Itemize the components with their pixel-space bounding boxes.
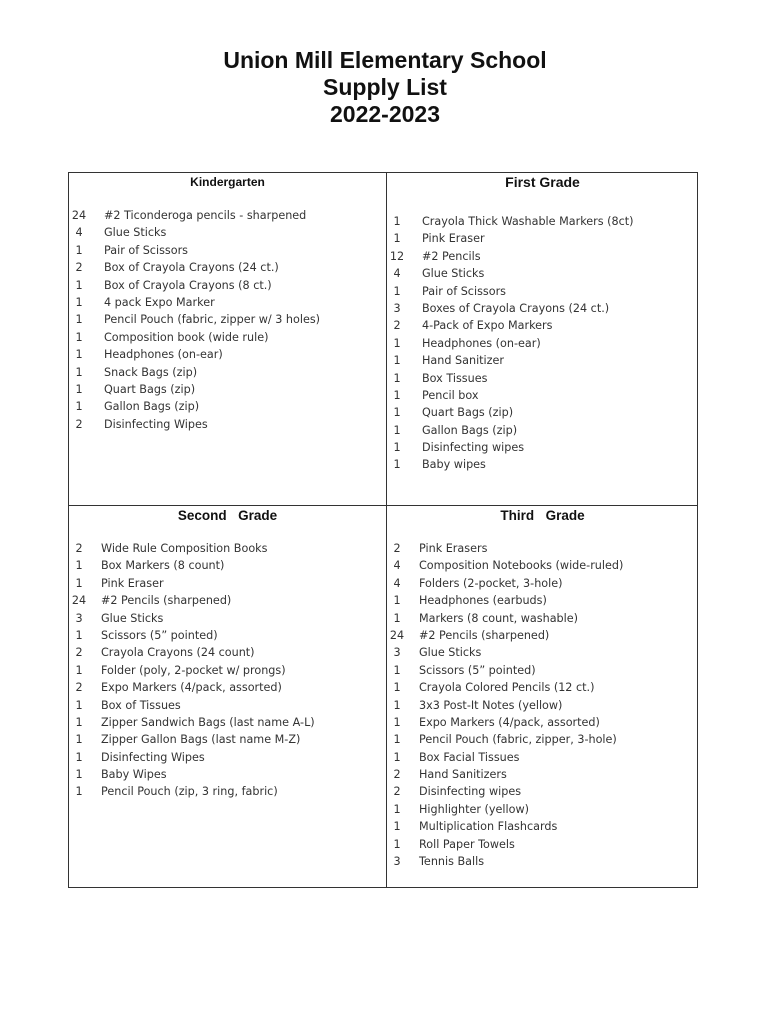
- item-description: Pencil Pouch (fabric, zipper, 3-hole): [419, 733, 617, 747]
- item-description: Pair of Scissors: [104, 243, 188, 257]
- list-item: [69, 749, 386, 766]
- third-grade-heading: Third Grade: [500, 508, 585, 523]
- item-quantity: 1: [75, 698, 83, 712]
- item-quantity: 1: [75, 785, 83, 799]
- item-description: Disinfecting Wipes: [104, 417, 208, 431]
- item-quantity: 1: [393, 750, 401, 764]
- item-quantity: 1: [393, 681, 401, 695]
- list-item: [387, 662, 698, 679]
- list-item: [69, 627, 386, 644]
- list-item: [69, 416, 386, 433]
- item-quantity: 2: [393, 319, 401, 333]
- item-quantity: 1: [75, 295, 83, 309]
- item-quantity: 2: [393, 785, 401, 799]
- item-description: Pair of Scissors: [422, 284, 506, 298]
- item-description: Baby Wipes: [101, 768, 167, 782]
- item-quantity: 2: [75, 542, 83, 555]
- item-quantity: 2: [393, 768, 401, 782]
- item-description: Disinfecting wipes: [419, 785, 522, 799]
- item-quantity: 1: [75, 278, 83, 292]
- school-year: 2022-2023: [330, 101, 440, 127]
- item-description: #2 Ticonderoga pencils - sharpened: [104, 209, 307, 222]
- item-description: Glue Sticks: [101, 611, 164, 625]
- item-quantity: 1: [75, 365, 83, 379]
- item-description: Roll Paper Towels: [419, 837, 515, 851]
- item-quantity: 1: [393, 284, 401, 298]
- item-quantity: 1: [393, 406, 401, 420]
- item-description: Quart Bags (zip): [422, 406, 514, 420]
- list-item: [69, 381, 386, 398]
- list-item: [387, 853, 698, 870]
- list-item: [387, 404, 698, 421]
- list-item: [69, 259, 386, 276]
- list-item: [387, 557, 698, 574]
- list-item: [387, 679, 698, 696]
- list-item: [387, 230, 698, 247]
- list-item: [387, 317, 698, 334]
- item-quantity: 1: [75, 348, 83, 362]
- item-description: Zipper Gallon Bags (last name M-Z): [101, 733, 301, 747]
- item-description: Composition Notebooks (wide-ruled): [419, 559, 624, 573]
- item-description: Box Facial Tissues: [419, 750, 520, 764]
- third-grade-section: [387, 506, 698, 888]
- item-quantity: 1: [393, 733, 401, 747]
- page-title: [0, 47, 770, 128]
- list-item: [69, 592, 386, 609]
- list-item: [69, 557, 386, 574]
- list-item: [69, 224, 386, 241]
- item-quantity: 1: [75, 750, 83, 764]
- item-quantity: 1: [393, 371, 401, 385]
- list-item: [69, 610, 386, 627]
- item-description: Glue Sticks: [419, 646, 482, 660]
- item-quantity: 1: [393, 837, 401, 851]
- list-item: [387, 300, 698, 317]
- item-quantity: 1: [393, 354, 401, 368]
- item-description: Box of Tissues: [101, 698, 181, 712]
- item-quantity: 3: [75, 611, 83, 625]
- item-description: 4-Pack of Expo Markers: [422, 319, 553, 333]
- list-item: [69, 207, 386, 224]
- item-description: Gallon Bags (zip): [104, 400, 200, 414]
- second-grade-list: [69, 540, 386, 801]
- item-quantity: 1: [75, 559, 83, 573]
- item-description: Snack Bags (zip): [104, 365, 198, 379]
- list-item: [387, 644, 698, 661]
- item-quantity: 1: [75, 715, 83, 729]
- list-item: [69, 329, 386, 346]
- list-item: [387, 248, 698, 265]
- first-grade-section: [387, 173, 698, 505]
- item-quantity: 1: [393, 441, 401, 455]
- item-quantity: 1: [393, 388, 401, 402]
- second-grade-section: [69, 506, 386, 888]
- item-description: Scissors (5” pointed): [101, 628, 218, 642]
- item-description: Zipper Sandwich Bags (last name A-L): [101, 715, 315, 729]
- list-item: [69, 766, 386, 783]
- list-item: [69, 783, 386, 800]
- list-item: [387, 265, 698, 282]
- item-quantity: 24: [71, 594, 87, 608]
- item-description: Baby wipes: [422, 458, 486, 472]
- item-quantity: 1: [75, 400, 83, 414]
- item-quantity: 1: [75, 313, 83, 327]
- item-description: #2 Pencils: [422, 249, 481, 263]
- item-quantity: 1: [393, 611, 401, 625]
- item-description: Pencil box: [422, 388, 479, 402]
- item-description: Pencil Pouch (zip, 3 ring, fabric): [101, 785, 278, 799]
- item-quantity: 4: [393, 559, 401, 573]
- item-description: Tennis Balls: [419, 855, 485, 869]
- item-description: Box of Crayola Crayons (8 ct.): [104, 278, 272, 292]
- item-quantity: 1: [393, 820, 401, 834]
- item-description: Expo Markers (4/pack, assorted): [101, 681, 282, 695]
- item-quantity: 1: [75, 576, 83, 590]
- list-item: [387, 575, 698, 592]
- list-item: [387, 213, 698, 230]
- item-description: Glue Sticks: [104, 226, 167, 240]
- item-description: Highlighter (yellow): [419, 802, 529, 816]
- item-quantity: 1: [75, 628, 83, 642]
- item-quantity: 1: [393, 715, 401, 729]
- item-quantity: 1: [393, 215, 401, 228]
- item-description: Multiplication Flashcards: [419, 820, 558, 834]
- list-item: [387, 610, 698, 627]
- item-quantity: 12: [389, 249, 405, 263]
- item-quantity: 1: [393, 336, 401, 350]
- list-item: [387, 387, 698, 404]
- kindergarten-heading: Kindergarten: [190, 175, 265, 189]
- item-quantity: 24: [71, 209, 87, 222]
- first-grade-heading: First Grade: [505, 174, 580, 190]
- item-description: 4 pack Expo Marker: [104, 295, 215, 309]
- list-item: [387, 540, 698, 557]
- item-quantity: 2: [75, 681, 83, 695]
- list-item: [387, 749, 698, 766]
- list-item: [387, 818, 698, 835]
- item-description: Crayola Colored Pencils (12 ct.): [419, 681, 595, 695]
- item-description: Box Markers (8 count): [101, 559, 225, 573]
- item-description: Box Tissues: [422, 371, 488, 385]
- list-item: [69, 662, 386, 679]
- list-item: [69, 364, 386, 381]
- item-description: #2 Pencils (sharpened): [101, 594, 232, 608]
- list-item: [387, 714, 698, 731]
- first-grade-list: [387, 213, 698, 474]
- list-item: [387, 592, 698, 609]
- item-description: Crayola Crayons (24 count): [101, 646, 255, 660]
- item-quantity: 1: [393, 663, 401, 677]
- item-description: Glue Sticks: [422, 267, 485, 281]
- item-quantity: 4: [393, 267, 401, 281]
- item-description: Expo Markers (4/pack, assorted): [419, 715, 600, 729]
- list-item: [69, 311, 386, 328]
- list-item: [387, 836, 698, 853]
- third-grade-list: [387, 540, 698, 870]
- item-description: Composition book (wide rule): [104, 330, 269, 344]
- item-quantity: 3: [393, 646, 401, 660]
- supply-table: [68, 172, 698, 888]
- list-item: [69, 644, 386, 661]
- list-item: [387, 352, 698, 369]
- item-description: Wide Rule Composition Books: [101, 542, 268, 555]
- item-description: Gallon Bags (zip): [422, 423, 518, 437]
- list-item: [69, 540, 386, 557]
- item-description: Scissors (5” pointed): [419, 663, 536, 677]
- item-description: Disinfecting Wipes: [101, 750, 205, 764]
- item-description: Pencil Pouch (fabric, zipper w/ 3 holes): [104, 313, 321, 327]
- item-description: Markers (8 count, washable): [419, 611, 579, 625]
- list-item: [69, 346, 386, 363]
- list-item: [387, 731, 698, 748]
- second-grade-heading: Second Grade: [177, 508, 278, 523]
- list-item: [69, 714, 386, 731]
- list-item: [69, 731, 386, 748]
- item-quantity: 1: [393, 802, 401, 816]
- item-description: Crayola Thick Washable Markers (8ct): [422, 215, 634, 228]
- list-item: [387, 422, 698, 439]
- list-item: [387, 783, 698, 800]
- list-item: [69, 242, 386, 259]
- item-description: Folder (poly, 2-pocket w/ prongs): [101, 663, 286, 677]
- list-item: [69, 575, 386, 592]
- item-quantity: 3: [393, 855, 401, 869]
- list-item: [387, 697, 698, 714]
- item-quantity: 1: [75, 768, 83, 782]
- item-quantity: 1: [393, 698, 401, 712]
- item-quantity: 1: [393, 423, 401, 437]
- item-quantity: 1: [75, 330, 83, 344]
- list-item: [387, 370, 698, 387]
- item-description: #2 Pencils (sharpened): [419, 628, 550, 642]
- item-quantity: 24: [389, 628, 405, 642]
- list-item: [69, 679, 386, 696]
- item-quantity: 2: [393, 542, 401, 555]
- item-quantity: 2: [75, 646, 83, 660]
- list-item: [387, 627, 698, 644]
- item-quantity: 2: [75, 261, 83, 275]
- item-description: Headphones (on-ear): [422, 336, 541, 350]
- item-description: Headphones (on-ear): [104, 348, 223, 362]
- item-quantity: 1: [393, 232, 401, 246]
- item-quantity: 1: [393, 594, 401, 608]
- item-quantity: 4: [75, 226, 83, 240]
- item-quantity: 1: [75, 243, 83, 257]
- item-quantity: 4: [393, 576, 401, 590]
- item-description: Pink Eraser: [101, 576, 164, 590]
- item-description: Folders (2-pocket, 3-hole): [419, 576, 563, 590]
- list-item: [387, 766, 698, 783]
- list-item: [69, 277, 386, 294]
- item-description: Headphones (earbuds): [419, 594, 547, 608]
- list-item: [69, 294, 386, 311]
- list-item: [387, 335, 698, 352]
- item-description: Hand Sanitizers: [419, 768, 507, 782]
- item-description: Hand Sanitizer: [422, 354, 505, 368]
- item-description: Disinfecting wipes: [422, 441, 525, 455]
- item-quantity: 2: [75, 417, 83, 431]
- item-description: Pink Erasers: [419, 542, 488, 555]
- list-item: [387, 801, 698, 818]
- item-quantity: 1: [393, 458, 401, 472]
- list-item: [387, 439, 698, 456]
- item-description: Quart Bags (zip): [104, 382, 196, 396]
- list-item: [387, 456, 698, 473]
- list-item: [69, 398, 386, 415]
- kindergarten-list: [69, 207, 386, 433]
- item-quantity: 3: [393, 301, 401, 315]
- list-title: Supply List: [323, 74, 447, 100]
- item-description: Pink Eraser: [422, 232, 485, 246]
- item-description: Box of Crayola Crayons (24 ct.): [104, 261, 279, 275]
- list-item: [387, 283, 698, 300]
- item-quantity: 1: [75, 733, 83, 747]
- item-description: Boxes of Crayola Crayons (24 ct.): [422, 301, 610, 315]
- item-description: 3x3 Post-It Notes (yellow): [419, 698, 563, 712]
- kindergarten-section: [69, 173, 386, 505]
- list-item: [69, 697, 386, 714]
- item-quantity: 1: [75, 663, 83, 677]
- item-quantity: 1: [75, 382, 83, 396]
- school-name: Union Mill Elementary School: [223, 47, 547, 73]
